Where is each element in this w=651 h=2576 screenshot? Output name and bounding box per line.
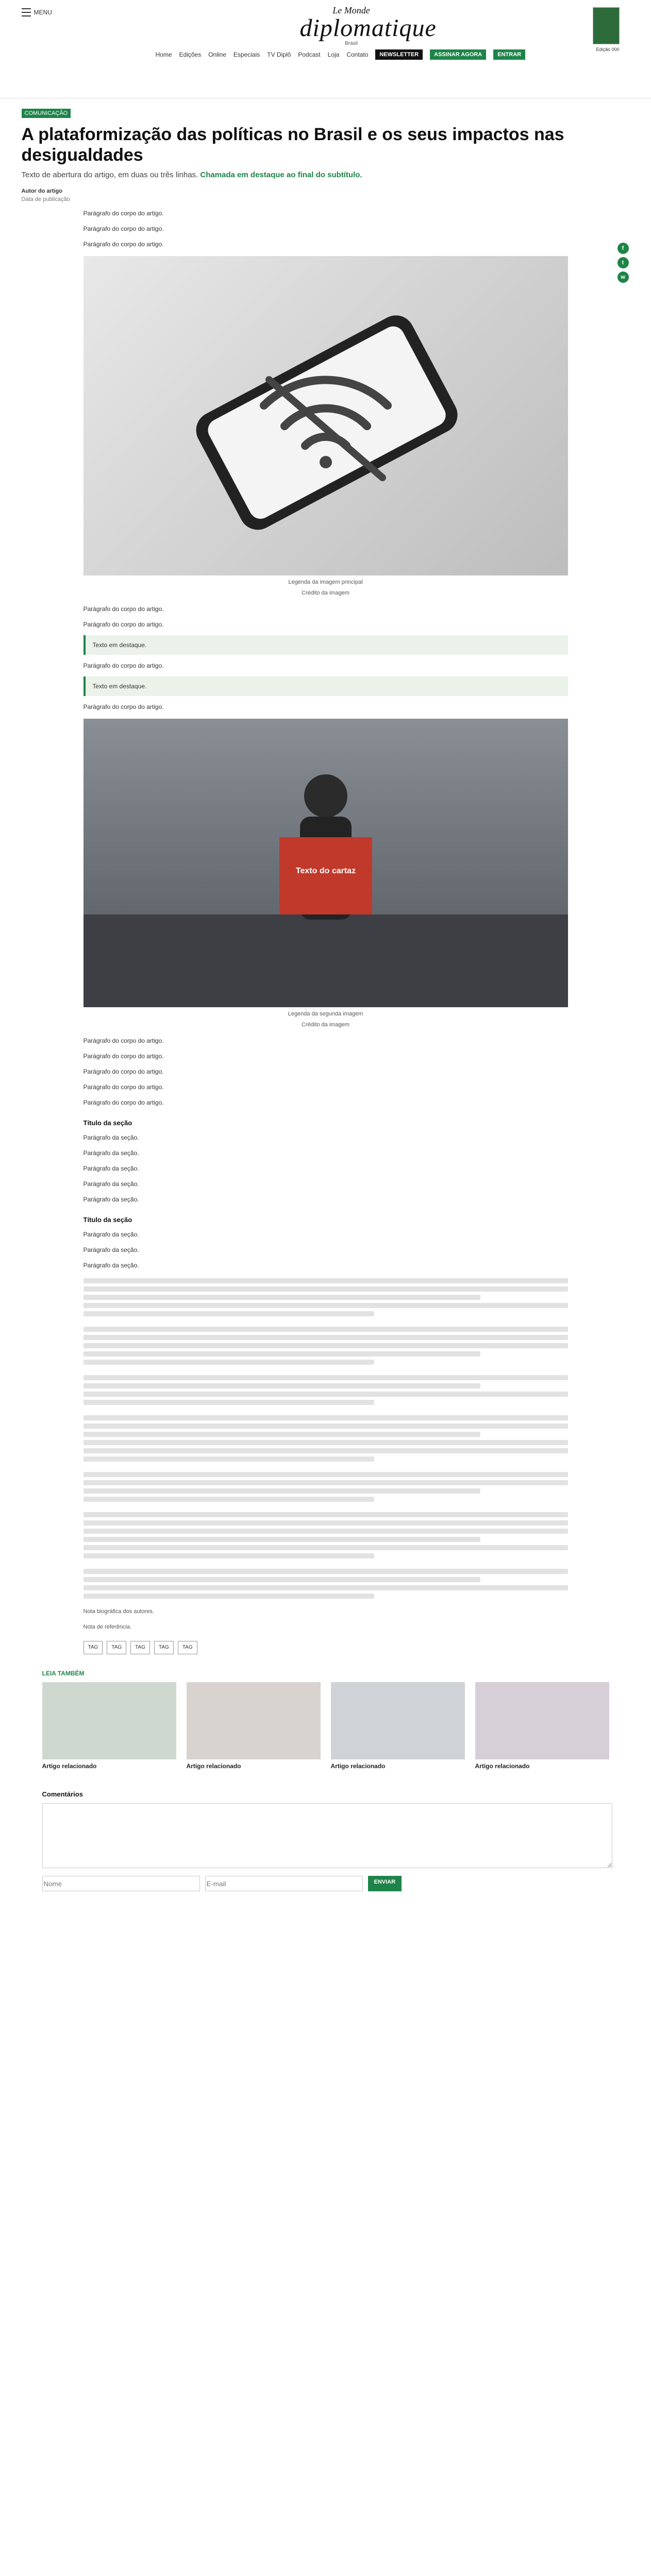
- lead-text: Texto de abertura do artigo, em duas ou três linhas.: [21, 171, 198, 179]
- hamburger-icon: [22, 8, 31, 16]
- facebook-icon[interactable]: f: [617, 243, 629, 254]
- body-continued: [84, 1278, 568, 1599]
- highlight-box: Texto em destaque.: [84, 676, 568, 696]
- tag-item[interactable]: TAG: [178, 1641, 197, 1654]
- paragraph: Parágrafo da seção.: [83, 1134, 139, 1141]
- paragraph: Parágrafo da seção.: [83, 1262, 139, 1269]
- reference-note: Nota de referência.: [83, 1624, 132, 1630]
- protest-image: [84, 719, 568, 1007]
- section-title: Título da seção: [83, 1216, 132, 1224]
- header-container: [22, 0, 630, 98]
- paragraph: Parágrafo do corpo do artigo.: [83, 621, 164, 628]
- related-section: [42, 1670, 609, 1770]
- cover-edition: Edição 000: [596, 47, 620, 52]
- lead-highlight[interactable]: Chamada em destaque ao final do subtítulo.: [200, 171, 362, 179]
- comment-textarea[interactable]: [42, 1803, 612, 1868]
- nav-item-edicoes[interactable]: Edições: [179, 51, 202, 58]
- nav-item-podcast[interactable]: Podcast: [298, 51, 321, 58]
- menu-label: MENU: [34, 9, 52, 16]
- related-card[interactable]: [475, 1682, 609, 1770]
- phone-illustration: [84, 256, 568, 575]
- section-title: Título da seção: [83, 1119, 132, 1127]
- author-bio: Nota biográfica dos autores.: [83, 1608, 155, 1615]
- menu-toggle[interactable]: [22, 8, 52, 16]
- related-title: Artigo relacionado: [330, 1762, 386, 1770]
- tag-item[interactable]: TAG: [130, 1641, 150, 1654]
- email-field[interactable]: [205, 1876, 363, 1891]
- paragraph: Parágrafo do corpo do artigo.: [83, 605, 164, 613]
- paragraph: Parágrafo do corpo do artigo.: [83, 1053, 164, 1060]
- twitter-icon[interactable]: t: [617, 257, 629, 268]
- related-title: Artigo relacionado: [186, 1762, 241, 1770]
- login-button[interactable]: ENTRAR: [493, 49, 525, 60]
- figure-protest: [84, 719, 568, 1029]
- subscribe-button[interactable]: ASSINAR AGORA: [430, 49, 486, 60]
- brand-logo[interactable]: [299, 5, 437, 46]
- sign-text: Texto do cartaz: [295, 867, 356, 875]
- related-thumb: [331, 1682, 465, 1759]
- highlight-box: Texto em destaque.: [84, 635, 568, 655]
- paragraph: Parágrafo do corpo do artigo.: [83, 1068, 164, 1075]
- paragraph: Parágrafo da seção.: [83, 1149, 139, 1157]
- tag-list: [84, 1641, 568, 1654]
- article-body: [84, 209, 568, 1654]
- main-nav: [156, 49, 526, 60]
- paragraph: Parágrafo da seção.: [83, 1231, 139, 1238]
- paragraph: Parágrafo do corpo do artigo.: [83, 1083, 164, 1091]
- related-thumb: [475, 1682, 609, 1759]
- phone-wifi-image: [84, 256, 568, 575]
- related-grid: [42, 1682, 609, 1770]
- paragraph: Parágrafo do corpo do artigo.: [83, 662, 164, 669]
- whatsapp-icon[interactable]: w: [617, 272, 629, 283]
- related-card[interactable]: [187, 1682, 321, 1770]
- brand-small: Le Monde: [332, 5, 370, 15]
- paragraph: Parágrafo do corpo do artigo.: [83, 210, 164, 217]
- article-title: A plataformização das políticas no Brasil e os seus impactos nas desigualdades: [21, 125, 564, 165]
- site-header: [0, 0, 651, 98]
- figure-main: [84, 256, 568, 597]
- brand-logo-text: diplomatique: [299, 14, 437, 42]
- comment-fields: [42, 1876, 609, 1891]
- byline: Autor do artigo: [21, 188, 62, 194]
- tag-item[interactable]: TAG: [84, 1641, 103, 1654]
- article-header: [22, 98, 589, 202]
- article-container: [22, 98, 630, 1891]
- related-heading: LEIA TAMBÉM: [42, 1670, 85, 1677]
- related-card[interactable]: [42, 1682, 176, 1770]
- related-card[interactable]: [331, 1682, 465, 1770]
- nav-item-tv[interactable]: TV Diplô: [267, 51, 291, 58]
- section-tag[interactable]: COMUNICAÇÃO: [22, 109, 71, 118]
- nav-item-contato[interactable]: Contato: [346, 51, 369, 58]
- paragraph: Parágrafo do corpo do artigo.: [83, 1099, 164, 1106]
- related-title: Artigo relacionado: [475, 1762, 530, 1770]
- paragraph: Parágrafo da seção.: [83, 1165, 139, 1172]
- comments-section: [42, 1790, 609, 1891]
- nav-item-especiais[interactable]: Especiais: [233, 51, 260, 58]
- tag-item[interactable]: TAG: [107, 1641, 126, 1654]
- figure-credit: Crédito da imagem: [302, 590, 349, 596]
- figure-caption: Legenda da imagem principal: [288, 579, 363, 585]
- paragraph: Parágrafo do corpo do artigo.: [83, 1037, 164, 1044]
- tag-item[interactable]: TAG: [154, 1641, 174, 1654]
- nav-item-online[interactable]: Online: [208, 51, 226, 58]
- publish-date: Data de publicação: [21, 196, 70, 202]
- newsletter-button[interactable]: NEWSLETTER: [375, 49, 423, 60]
- paragraph: Parágrafo do corpo do artigo.: [83, 703, 164, 710]
- share-bar: [617, 243, 630, 283]
- name-field[interactable]: [42, 1876, 200, 1891]
- paragraph: Parágrafo da seção.: [83, 1180, 139, 1188]
- comments-heading: Comentários: [42, 1790, 83, 1798]
- nav-item-home[interactable]: Home: [155, 51, 172, 58]
- related-thumb: [42, 1682, 176, 1759]
- related-title: Artigo relacionado: [42, 1762, 97, 1770]
- figure-caption: Legenda da segunda imagem: [288, 1011, 363, 1017]
- paragraph: Parágrafo do corpo do artigo.: [83, 225, 164, 232]
- paragraph: Parágrafo da seção.: [83, 1246, 139, 1253]
- article-lead: [22, 170, 589, 181]
- nav-item-loja[interactable]: Loja: [327, 51, 340, 58]
- magazine-cover[interactable]: [593, 7, 620, 52]
- brand-edition: Brasil: [344, 41, 358, 46]
- paragraph: Parágrafo da seção.: [83, 1196, 139, 1203]
- related-thumb: [187, 1682, 321, 1759]
- protest-illustration: [84, 719, 568, 1007]
- figure-credit: Crédito da imagem: [302, 1022, 349, 1028]
- submit-comment-button[interactable]: ENVIAR: [368, 1876, 402, 1891]
- paragraph: Parágrafo do corpo do artigo.: [83, 241, 164, 248]
